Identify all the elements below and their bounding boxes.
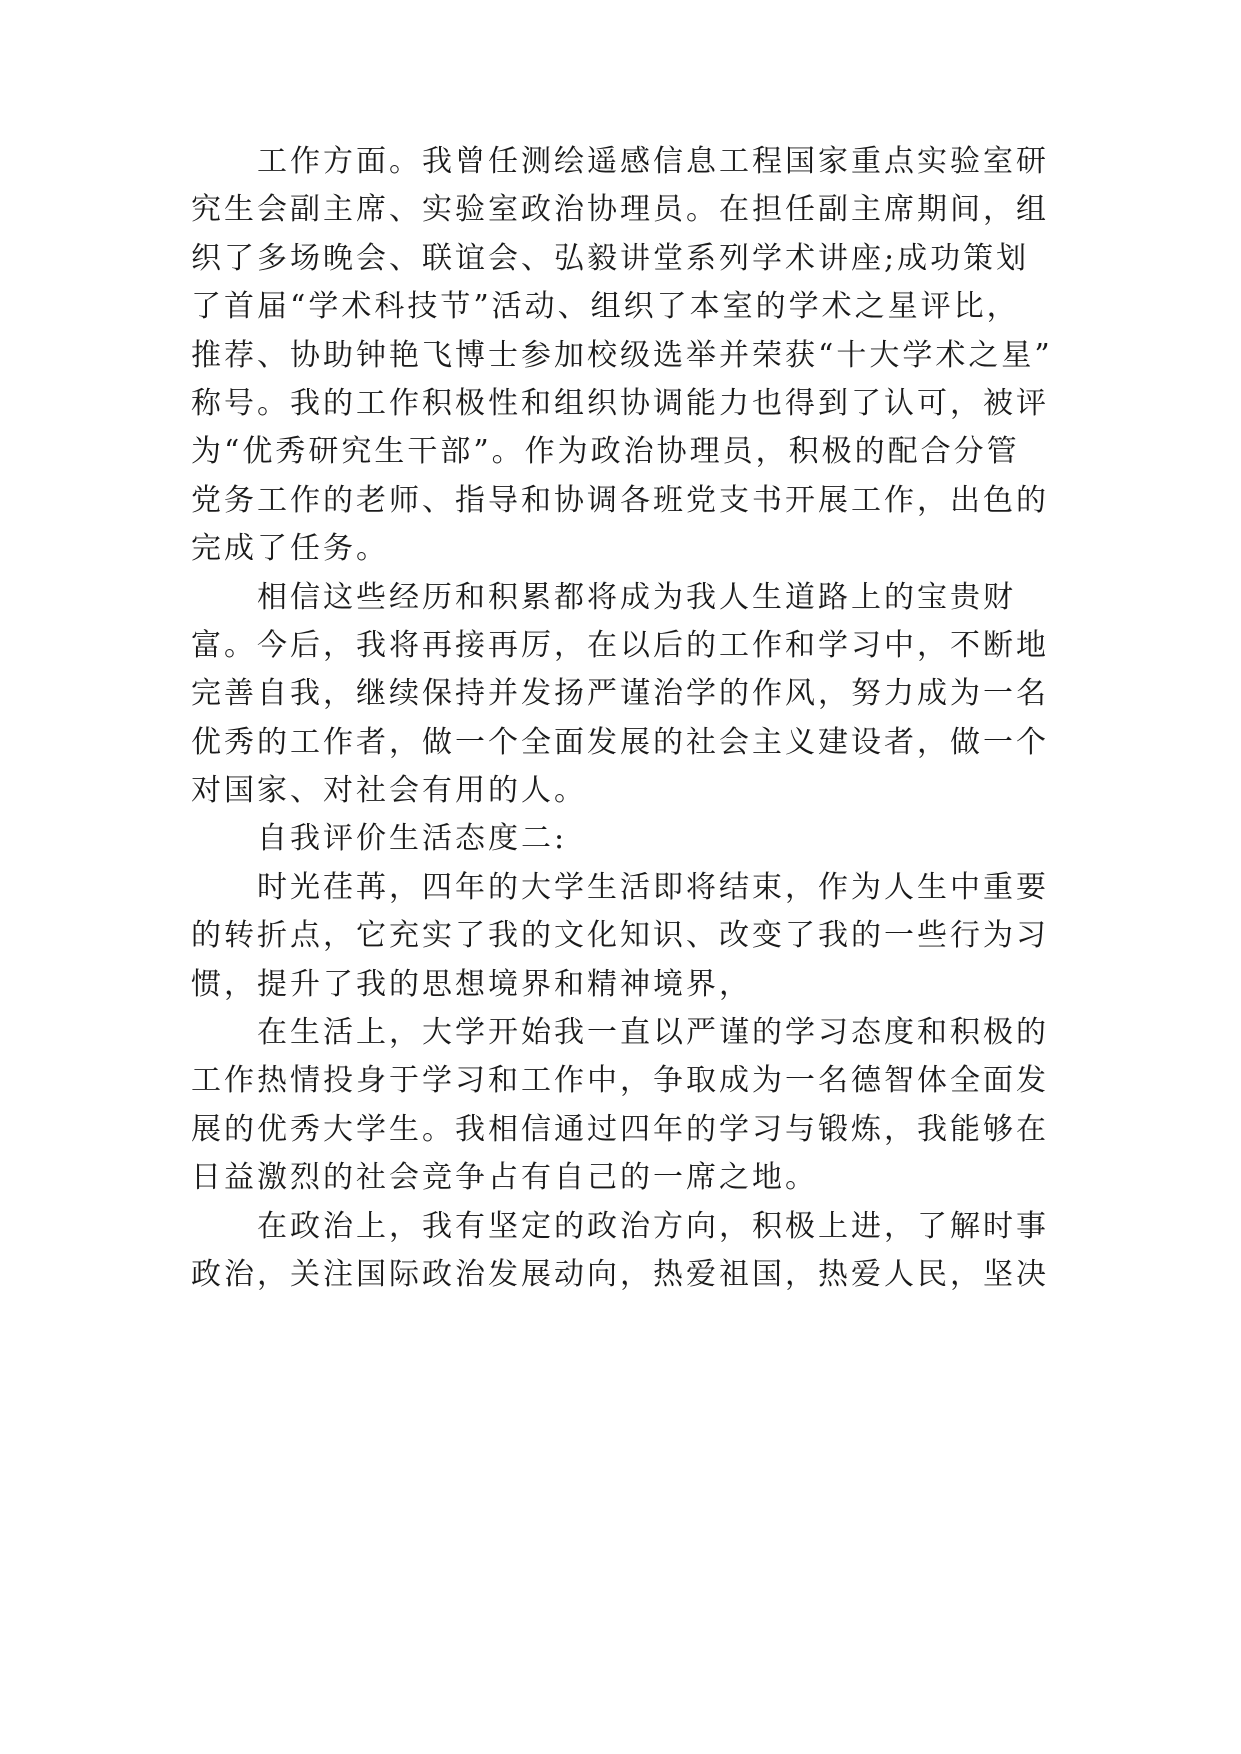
text-line: 富。今后，我将再接再厉，在以后的工作和学习中，不断地 bbox=[191, 627, 1049, 663]
text-line: 为“优秀研究生干部”。作为政治协理员，积极的配合分管 bbox=[191, 434, 1020, 470]
text-line: 日益激烈的社会竞争占有自己的一席之地。 bbox=[191, 1160, 818, 1196]
text-line: 称号。我的工作积极性和组织协调能力也得到了认可，被评 bbox=[191, 385, 1049, 421]
text-line: 相信这些经历和积累都将成为我人生道路上的宝贵财 bbox=[257, 579, 1016, 615]
text-line: 究生会副主席、实验室政治协理员。在担任副主席期间，组 bbox=[191, 192, 1049, 228]
text-line: 的转折点，它充实了我的文化知识、改变了我的一些行为习 bbox=[191, 918, 1049, 954]
text-line: 展的优秀大学生。我相信通过四年的学习与锻炼，我能够在 bbox=[191, 1111, 1049, 1147]
text-line: 工作方面。我曾任测绘遥感信息工程国家重点实验室研 bbox=[257, 144, 1049, 179]
text-line: 时光荏苒，四年的大学生活即将结束，作为人生中重要 bbox=[257, 869, 1049, 905]
text-line: 了首届“学术科技节”活动、组织了本室的学术之星评比， bbox=[191, 289, 1020, 325]
text-line: 织了多场晚会、联谊会、弘毅讲堂系列学术讲座;成功策划 bbox=[191, 240, 1030, 276]
text-line: 优秀的工作者，做一个全面发展的社会主义建设者，做一个 bbox=[191, 724, 1049, 760]
text-line: 工作热情投身于学习和工作中，争取成为一名德智体全面发 bbox=[191, 1063, 1049, 1099]
text-line: 惯，提升了我的思想境界和精神境界， bbox=[191, 966, 752, 1002]
document-body bbox=[191, 138, 1061, 1299]
text-line: 完善自我，继续保持并发扬严谨治学的作风，努力成为一名 bbox=[191, 676, 1049, 712]
text-line: 对国家、对社会有用的人。 bbox=[191, 773, 587, 809]
text-line: 党务工作的老师、指导和协调各班党支书开展工作，出色的 bbox=[191, 482, 1049, 518]
text-line: 政治，关注国际政治发展动向，热爱祖国，热爱人民，坚决 bbox=[191, 1256, 1049, 1292]
text-line: 推荐、协助钟艳飞博士参加校级选举并荣获“十大学术之星” bbox=[191, 337, 1053, 373]
text-line: 完成了任务。 bbox=[191, 531, 389, 567]
text-line: 在生活上，大学开始我一直以严谨的学习态度和积极的 bbox=[257, 1015, 1049, 1051]
section-heading: 自我评价生活态度二: bbox=[257, 821, 568, 857]
text-line: 在政治上，我有坚定的政治方向，积极上进，了解时事 bbox=[257, 1208, 1049, 1244]
